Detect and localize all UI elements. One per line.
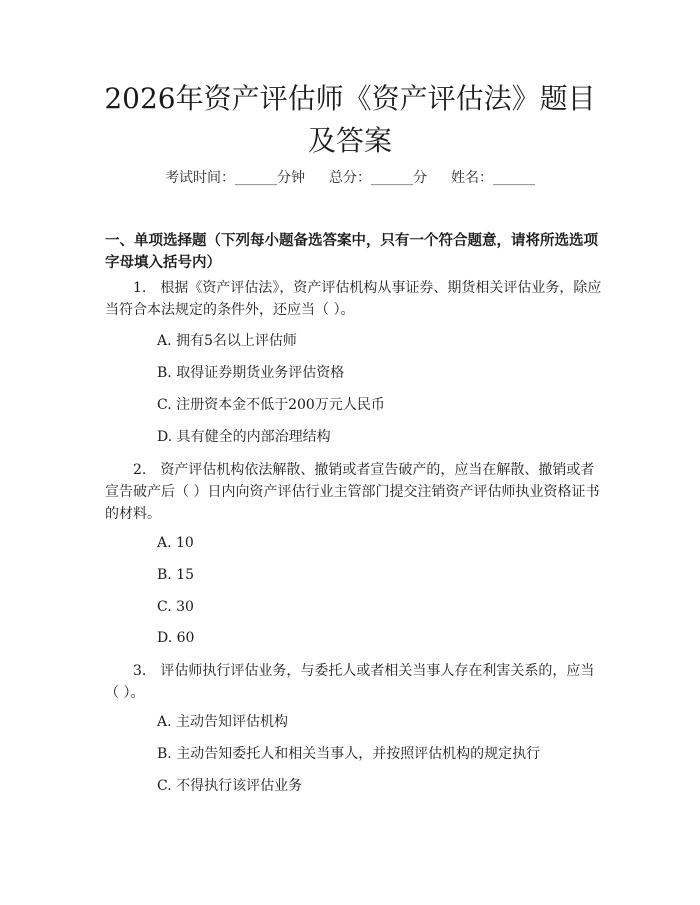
total-score-field: 总分：______分 (329, 170, 427, 186)
option-c: C. 注册资本金不低于200万元人民币 (157, 397, 385, 413)
section-heading: 一、单项选择题（下列每小题备选答案中，只有一个符合题意，请将所选选项字母填入括号内） (105, 232, 598, 271)
question-stem: 3. 评估师执行评估业务，与委托人或者相关当事人存在利害关系的，应当（ ）。 (105, 663, 595, 701)
exam-time-field: 考试时间：______分钟 (165, 170, 305, 186)
option-a: A. 10 (157, 535, 194, 551)
option-b: B. 主动告知委托人和相关当事人，并按照评估机构的规定执行 (157, 746, 541, 762)
option-a: A. 主动告知评估机构 (157, 714, 289, 730)
question-stem: 2. 资产评估机构依法解散、撤销或者宣告破产的，应当在解散、撤销或者宣告破产后（ ）日内向资产评估行业主管部门提交注销资产评估师执业资格证书的材料。 (105, 462, 600, 522)
exam-info-line (0, 168, 700, 188)
option-b: B. 15 (157, 567, 195, 583)
name-field: 姓名：______ (451, 170, 535, 186)
question-stem: 1. 根据《资产评估法》，资产评估机构从事证券、期货相关评估业务，除应当符合本法规定的条件外，还应当（ ）。 (105, 280, 602, 318)
option-d: D. 60 (157, 630, 195, 646)
option-d: D. 具有健全的内部治理结构 (157, 429, 331, 445)
option-b: B. 取得证券期货业务评估资格 (157, 365, 345, 381)
option-c: C. 30 (157, 599, 194, 615)
option-c: C. 不得执行该评估业务 (157, 778, 303, 794)
option-a: A. 拥有5名以上评估师 (157, 333, 297, 349)
document-title: 2026年资产评估师《资产评估法》题目及答案 (104, 82, 596, 157)
